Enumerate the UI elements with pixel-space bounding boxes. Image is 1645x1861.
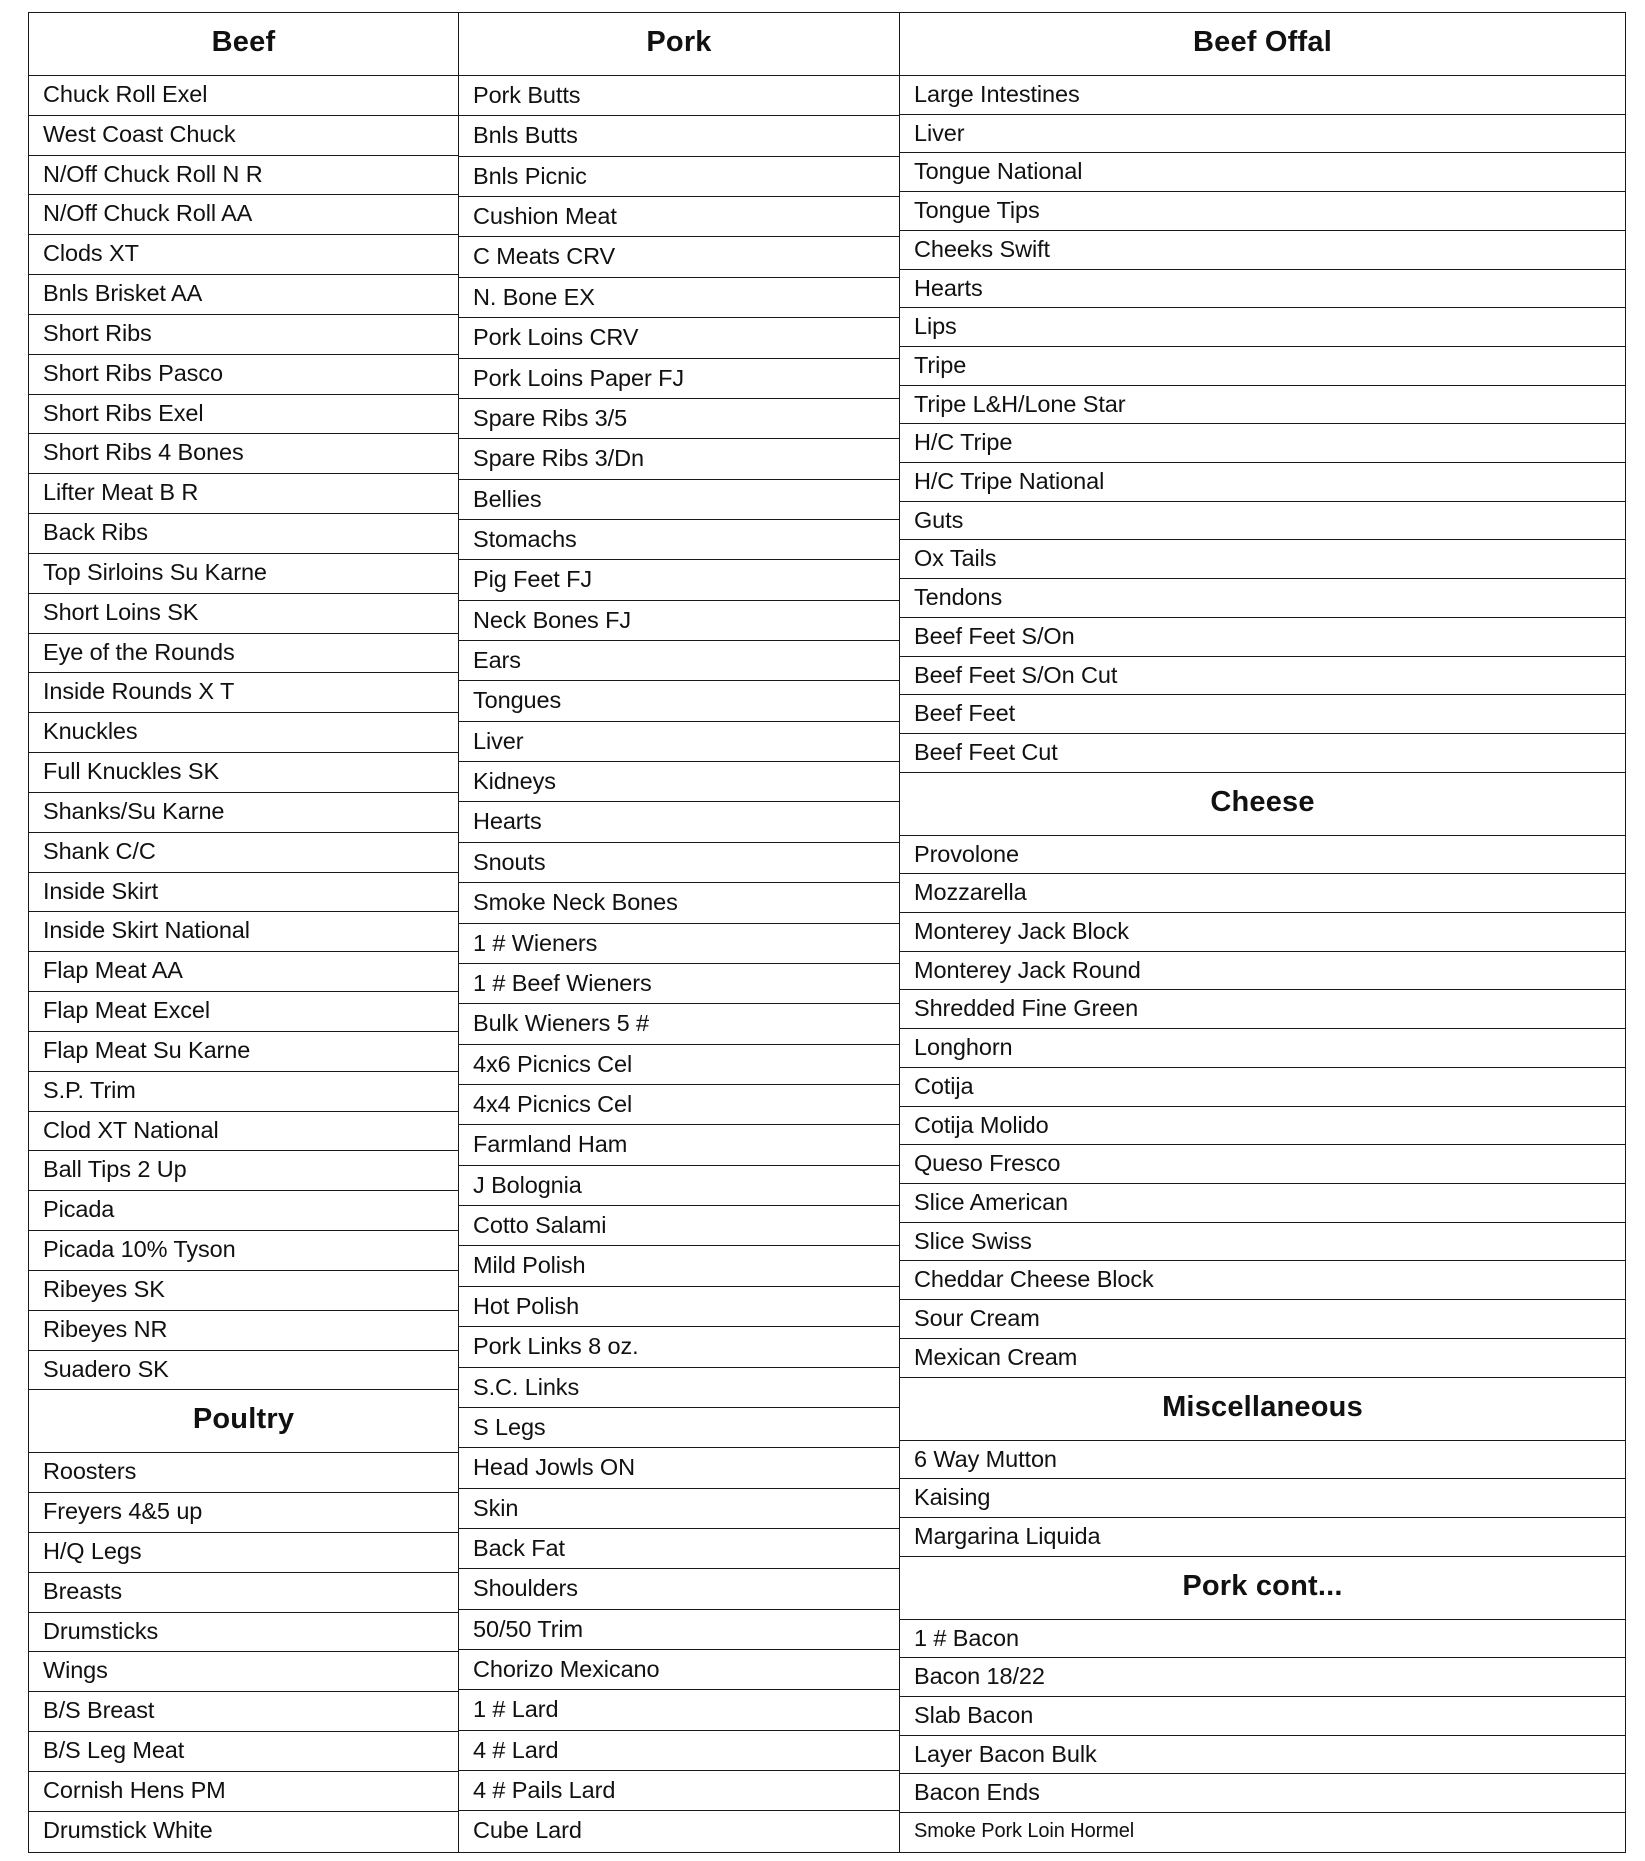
grid-column-beef-poultry bbox=[29, 13, 459, 1853]
product-row: 6 Way Mutton bbox=[900, 1441, 1625, 1480]
product-row: Tripe L&H/Lone Star bbox=[900, 386, 1625, 425]
product-row: Pork Links 8 oz. bbox=[459, 1327, 899, 1367]
product-row: Sour Cream bbox=[900, 1300, 1625, 1339]
product-row: Ox Tails bbox=[900, 540, 1625, 579]
product-row: Lips bbox=[900, 308, 1625, 347]
product-row: Inside Skirt bbox=[29, 873, 458, 913]
product-row: Cotija bbox=[900, 1068, 1625, 1107]
product-row: Bulk Wieners 5 # bbox=[459, 1004, 899, 1044]
product-row: Clods XT bbox=[29, 235, 458, 275]
product-row: Cheeks Swift bbox=[900, 231, 1625, 270]
product-row: Mild Polish bbox=[459, 1246, 899, 1286]
product-row: 1 # Beef Wieners bbox=[459, 964, 899, 1004]
product-row: Ears bbox=[459, 641, 899, 681]
product-row: Picada bbox=[29, 1191, 458, 1231]
product-row: Tongue National bbox=[900, 153, 1625, 192]
product-row: Queso Fresco bbox=[900, 1145, 1625, 1184]
product-row: Large Intestines bbox=[900, 76, 1625, 115]
product-row: Liver bbox=[900, 115, 1625, 154]
product-row: Freyers 4&5 up bbox=[29, 1493, 458, 1533]
product-row: Shanks/Su Karne bbox=[29, 793, 458, 833]
product-row: Wings bbox=[29, 1652, 458, 1692]
product-row: Cheddar Cheese Block bbox=[900, 1261, 1625, 1300]
product-row: S Legs bbox=[459, 1408, 899, 1448]
product-row: Short Ribs 4 Bones bbox=[29, 434, 458, 474]
product-row: Hearts bbox=[900, 270, 1625, 309]
product-row: Hot Polish bbox=[459, 1287, 899, 1327]
product-row: 1 # Wieners bbox=[459, 924, 899, 964]
product-row: Bacon 18/22 bbox=[900, 1658, 1625, 1697]
product-row: 4 # Pails Lard bbox=[459, 1771, 899, 1811]
product-row: Knuckles bbox=[29, 713, 458, 753]
product-row: Snouts bbox=[459, 843, 899, 883]
product-row: Slice American bbox=[900, 1184, 1625, 1223]
product-row: Monterey Jack Round bbox=[900, 952, 1625, 991]
product-row: Flap Meat Excel bbox=[29, 992, 458, 1032]
product-row: Stomachs bbox=[459, 520, 899, 560]
product-row: Smoke Pork Loin Hormel bbox=[914, 1820, 1135, 1843]
product-row: Shoulders bbox=[459, 1569, 899, 1609]
product-row: Mexican Cream bbox=[900, 1339, 1625, 1378]
product-row: 4 # Lard bbox=[459, 1731, 899, 1771]
product-row: Tripe bbox=[900, 347, 1625, 386]
product-row: Suadero SK bbox=[29, 1351, 458, 1391]
product-row: Drumsticks bbox=[29, 1613, 458, 1653]
product-row: Ribeyes NR bbox=[29, 1311, 458, 1351]
product-row: Slice Swiss bbox=[900, 1223, 1625, 1262]
product-row: Full Knuckles SK bbox=[29, 753, 458, 793]
product-row: Beef Feet Cut bbox=[900, 734, 1625, 773]
product-row: Tongue Tips bbox=[900, 192, 1625, 231]
product-row: Chorizo Mexicano bbox=[459, 1650, 899, 1690]
product-row: Neck Bones FJ bbox=[459, 601, 899, 641]
product-row: Beef Feet bbox=[900, 695, 1625, 734]
product-row: H/Q Legs bbox=[29, 1533, 458, 1573]
product-row: Beef Feet S/On bbox=[900, 618, 1625, 657]
product-row: Hearts bbox=[459, 802, 899, 842]
product-row: Tendons bbox=[900, 579, 1625, 618]
product-row: H/C Tripe National bbox=[900, 463, 1625, 502]
product-row: Back Fat bbox=[459, 1529, 899, 1569]
product-row: 1 # Bacon bbox=[900, 1620, 1625, 1659]
product-row: Short Ribs Pasco bbox=[29, 355, 458, 395]
product-row: Flap Meat Su Karne bbox=[29, 1032, 458, 1072]
section-header: Cheese bbox=[900, 773, 1625, 836]
product-row: Layer Bacon Bulk bbox=[900, 1736, 1625, 1775]
section-header: Pork bbox=[459, 13, 899, 76]
product-row: Top Sirloins Su Karne bbox=[29, 554, 458, 594]
section-header: Pork cont... bbox=[900, 1557, 1625, 1620]
product-row: Longhorn bbox=[900, 1029, 1625, 1068]
product-row: Tongues bbox=[459, 681, 899, 721]
product-row: Inside Skirt National bbox=[29, 912, 458, 952]
product-row: Pork Butts bbox=[459, 76, 899, 116]
product-row: 50/50 Trim bbox=[459, 1610, 899, 1650]
grid-column-offal-cheese-misc bbox=[900, 13, 1626, 1853]
product-row: Bnls Brisket AA bbox=[29, 275, 458, 315]
product-row: Cube Lard bbox=[473, 1817, 582, 1844]
product-row: Drumstick White bbox=[43, 1816, 213, 1843]
product-row: Cushion Meat bbox=[459, 197, 899, 237]
product-row: Shredded Fine Green bbox=[900, 990, 1625, 1029]
product-row: Cotto Salami bbox=[459, 1206, 899, 1246]
product-row: Cornish Hens PM bbox=[29, 1772, 458, 1812]
product-row: Skin bbox=[459, 1489, 899, 1529]
product-row: Short Ribs bbox=[29, 315, 458, 355]
product-row: Pork Loins Paper FJ bbox=[459, 359, 899, 399]
product-row: West Coast Chuck bbox=[29, 116, 458, 156]
product-row: Shank C/C bbox=[29, 833, 458, 873]
product-row: Kaising bbox=[900, 1479, 1625, 1518]
product-row: Margarina Liquida bbox=[900, 1518, 1625, 1557]
product-row: Kidneys bbox=[459, 762, 899, 802]
product-row: Bacon Ends bbox=[900, 1774, 1625, 1813]
product-row: Spare Ribs 3/Dn bbox=[459, 439, 899, 479]
product-row: Inside Rounds X T bbox=[29, 673, 458, 713]
product-row: Head Jowls ON bbox=[459, 1448, 899, 1488]
product-row: Beef Feet S/On Cut bbox=[900, 657, 1625, 696]
product-row: Flap Meat AA bbox=[29, 952, 458, 992]
product-row: S.C. Links bbox=[459, 1368, 899, 1408]
product-row: Chuck Roll Exel bbox=[29, 76, 458, 116]
product-row: N/Off Chuck Roll AA bbox=[29, 195, 458, 235]
product-row: Pork Loins CRV bbox=[459, 318, 899, 358]
product-row: Short Ribs Exel bbox=[29, 395, 458, 435]
product-row: S.P. Trim bbox=[29, 1072, 458, 1112]
product-row: N/Off Chuck Roll N R bbox=[29, 156, 458, 196]
product-row: 1 # Lard bbox=[459, 1690, 899, 1730]
product-row: Lifter Meat B R bbox=[29, 474, 458, 514]
product-row: Eye of the Rounds bbox=[29, 634, 458, 674]
product-row: 4x6 Picnics Cel bbox=[459, 1045, 899, 1085]
product-row: Back Ribs bbox=[29, 514, 458, 554]
product-row: Bnls Picnic bbox=[459, 157, 899, 197]
product-row: Liver bbox=[459, 722, 899, 762]
product-row: N. Bone EX bbox=[459, 278, 899, 318]
grid-column-pork bbox=[459, 13, 900, 1853]
product-row: Mozzarella bbox=[900, 874, 1625, 913]
product-row: Roosters bbox=[29, 1453, 458, 1493]
product-row: Pig Feet FJ bbox=[459, 560, 899, 600]
product-row: Ball Tips 2 Up bbox=[29, 1151, 458, 1191]
product-row: J Bolognia bbox=[459, 1166, 899, 1206]
product-row: B/S Leg Meat bbox=[29, 1732, 458, 1772]
product-row: Smoke Neck Bones bbox=[459, 883, 899, 923]
product-row: Bnls Butts bbox=[459, 116, 899, 156]
section-header: Miscellaneous bbox=[900, 1378, 1625, 1441]
section-header: Beef Offal bbox=[900, 13, 1625, 76]
product-row: Breasts bbox=[29, 1573, 458, 1613]
product-row: Monterey Jack Block bbox=[900, 913, 1625, 952]
product-grid bbox=[28, 12, 1626, 1853]
product-row: Cotija Molido bbox=[900, 1107, 1625, 1146]
product-row: C Meats CRV bbox=[459, 237, 899, 277]
product-row: Provolone bbox=[900, 836, 1625, 875]
product-row: B/S Breast bbox=[29, 1692, 458, 1732]
product-row: Spare Ribs 3/5 bbox=[459, 399, 899, 439]
product-row: Clod XT National bbox=[29, 1112, 458, 1152]
product-row: Ribeyes SK bbox=[29, 1271, 458, 1311]
product-row: Guts bbox=[900, 502, 1625, 541]
product-row: 4x4 Picnics Cel bbox=[459, 1085, 899, 1125]
product-row: Short Loins SK bbox=[29, 594, 458, 634]
product-row: Slab Bacon bbox=[900, 1697, 1625, 1736]
product-row: H/C Tripe bbox=[900, 424, 1625, 463]
product-row: Picada 10% Tyson bbox=[29, 1231, 458, 1271]
section-header: Beef bbox=[29, 13, 458, 76]
product-row: Farmland Ham bbox=[459, 1125, 899, 1165]
product-row: Bellies bbox=[459, 480, 899, 520]
section-header: Poultry bbox=[29, 1390, 458, 1453]
